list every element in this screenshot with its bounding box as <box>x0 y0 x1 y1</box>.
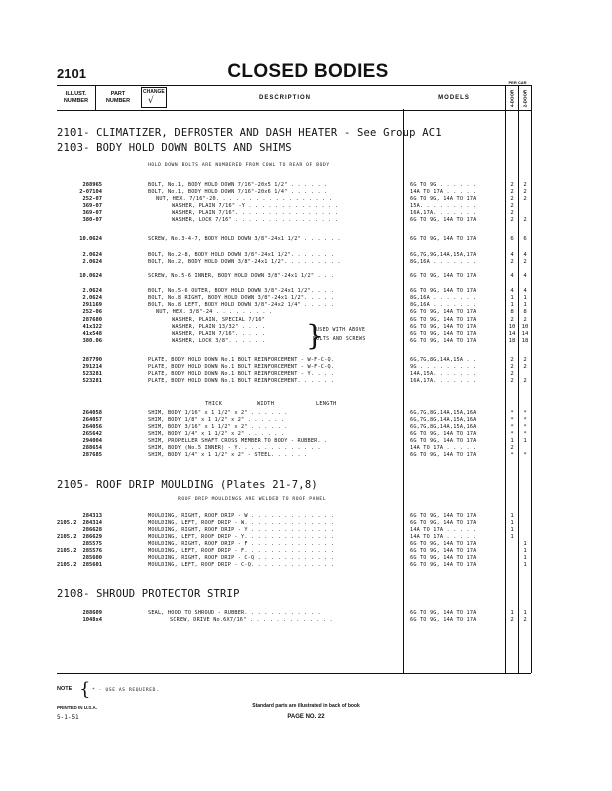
models-cell: 6G,7G,8G,14A,15A,16A <box>410 424 477 430</box>
part-number: 369-07 <box>82 203 102 209</box>
qty-2-door: 2 <box>523 217 527 223</box>
part-number: 288654 <box>82 445 102 451</box>
models-cell: 6G TO 9G . . . . . . <box>410 182 477 188</box>
part-description: PLATE, BODY HOLD DOWN No.1 BOLT REINFORCEMENT - Y. . . . <box>148 371 335 377</box>
part-number: 10.0624 <box>79 236 102 242</box>
part-number: 291169 <box>82 302 102 308</box>
part-description: BOLT, No.8 RIGHT, BODY HOLD DOWN 3/8"-24x1 1/2". . . . . <box>148 295 335 301</box>
part-description: MOULDING, RIGHT, ROOF DRIP - Y . . . . . . . . . . . . . <box>148 527 335 533</box>
part-description: NUT, HEX. 7/16"-20. . . . . . . . . . . . . . . . . . <box>156 196 333 202</box>
part-number: 287680 <box>82 317 102 323</box>
change-box: CHANGE √ <box>141 87 167 108</box>
part-description: PLATE, BODY HOLD DOWN No.1 BOLT REINFORCEMENT. . . . . . <box>148 378 335 384</box>
part-description: PLATE, BODY HOLD DOWN No.1 BOLT REINFORCEMENT - W-F-C-Q. <box>148 364 335 370</box>
models-cell: 6G TO 9G, 14A TO 17A <box>410 610 477 616</box>
part-description: WASHER, PLAIN, SPECIAL 7/16" <box>172 317 266 323</box>
part-description: SHIM, BODY 1/4" x 1 1/2" x 2" . . . . . . <box>148 431 285 437</box>
models-cell: 6G,7G,8G,14A,15A . . <box>410 357 477 363</box>
part-description: PLATE, BODY HOLD DOWN No.1 BOLT REINFORCEMENT - W-F-C-Q. <box>148 357 335 363</box>
qty-2-door: 2 <box>523 364 527 370</box>
qty-4-door: 1 <box>510 295 514 301</box>
part-description: WASHER, PLAIN 7/16". . . . . <box>172 331 266 337</box>
qty-2-door: 2 <box>523 259 527 265</box>
models-cell: 6G TO 9G, 14A TO 17A <box>410 288 477 294</box>
part-description: MOULDING, LEFT, ROOF DRIP - Y. . . . . . . . . . . . . . <box>148 534 335 540</box>
models-cell: 15A. . . . . . . . . <box>410 203 477 209</box>
part-description: SHIM, PROPELLER SHAFT CROSS MEMBER TO BODY - RUBBER. . <box>148 438 328 444</box>
models-cell: 6G TO 9G, 14A TO 17A <box>410 196 477 202</box>
part-description: BOLT, No.2, BODY HOLD DOWN 3/8"-24x1 1/2". . . . . . . . . <box>148 259 341 265</box>
models-cell: 6G,7G,8G,14A,15A,16A <box>410 410 477 416</box>
models-cell: 16A,17A. . . . . . . <box>410 210 477 216</box>
models-cell: 6G TO 9G, 14A TO 17A <box>410 562 477 568</box>
qty-2-door: 2 <box>523 317 527 323</box>
qty-2-door: 2 <box>523 378 527 384</box>
part-description: WASHER, LOCK 7/16" . . . . . . . . . . . . . . . . <box>172 217 339 223</box>
qty-4-door: 2 <box>510 378 514 384</box>
part-description: BOLT, No.8 LEFT, BODY HOLD DOWN 3/8"-24x2 1/4" . . . . . <box>148 302 335 308</box>
part-number: 2.0624 <box>82 288 102 294</box>
qty-4-door: 1 <box>510 610 514 616</box>
qty-2-door: 8 <box>523 309 527 315</box>
models-cell: 14A,15A. . . . . . . <box>410 371 477 377</box>
qty-4-door: * <box>510 424 514 430</box>
part-description: BOLT, No.5-6 OUTER, BODY HOLD DOWN 3/8"-24x1 1/2". . . . <box>148 288 335 294</box>
models-cell: 6G TO 9G, 14A TO 17A <box>410 617 477 623</box>
models-cell: 6G TO 9G, 14A TO 17A <box>410 541 477 547</box>
table-header <box>57 85 531 111</box>
part-number: 380-07 <box>82 217 102 223</box>
qty-2-door: 1 <box>523 555 527 561</box>
part-number-header: PART NUMBER <box>105 91 131 104</box>
qty-4-door: 18 <box>508 338 516 344</box>
models-header: MODELS <box>438 94 470 101</box>
qty-4-door: 2 <box>510 203 514 209</box>
models-cell: 6G TO 9G, 14A TO 17A <box>410 217 477 223</box>
part-number: 264056 <box>82 424 102 430</box>
part-number: 294004 <box>82 438 102 444</box>
part-number: 285576 <box>82 548 102 554</box>
section-2101-heading: 2101- CLIMATIZER, DEFROSTER AND DASH HEATER - See Group AC1 <box>57 127 442 139</box>
part-number: 252-07 <box>82 196 102 202</box>
qty-4-door: * <box>510 410 514 416</box>
part-number: 284314 <box>82 520 102 526</box>
part-number: 369-07 <box>82 210 102 216</box>
qty-4-door: 2 <box>510 196 514 202</box>
qty-2-door: 1 <box>523 302 527 308</box>
qty-4-door: 8 <box>510 309 514 315</box>
models-cell: 6G TO 9G, 14A TO 17A <box>410 338 477 344</box>
qty-2-door: 1 <box>523 548 527 554</box>
qty-4-door: 1 <box>510 513 514 519</box>
models-cell: 8G,16A . . . . . . . <box>410 295 477 301</box>
section-2103-heading: 2103- BODY HOLD DOWN BOLTS AND SHIMS <box>57 142 292 154</box>
qty-2-door: * <box>523 410 527 416</box>
part-description: SCREW, No.3-4-7, BODY HOLD DOWN 3/8"-24x1 1/2" . . . . . . <box>148 236 341 242</box>
models-cell: 6G,7G,8G,14A,15A,16A <box>410 417 477 423</box>
per-car-label: PER CAR <box>508 80 527 85</box>
part-number: 285575 <box>82 541 102 547</box>
section-2105-note: ROOF DRIP MOULDINGS ARE WELDED TO ROOF PANEL <box>178 497 327 502</box>
part-description: MOULDING, RIGHT, ROOF DRIP - C-Q . . . . . . . . . . . . <box>148 555 335 561</box>
note-label: NOTE <box>57 686 73 692</box>
part-number: 286628 <box>82 527 102 533</box>
qty-4-door: 1 <box>510 527 514 533</box>
qty-4-door: 4 <box>510 252 514 258</box>
part-description: BOLT, No.1, BODY HOLD DOWN 7/16"-20x6 1/4" . . . . . . <box>148 189 328 195</box>
part-description: SHIM, BODY 1/4" x 1 1/2" x 2" - STEEL. . . . . . <box>148 452 308 458</box>
note-brace-icon: { <box>79 679 91 700</box>
qty-4-door: * <box>510 452 514 458</box>
qty-2-door: 2 <box>523 182 527 188</box>
brace-icon: } <box>306 319 324 352</box>
part-number: 1048x4 <box>82 617 102 623</box>
qty-2-door: * <box>523 424 527 430</box>
part-description: SEAL, HOOD TO SHROUD - RUBBER. . . . . . . . . . . . <box>148 610 321 616</box>
description-header: DESCRIPTION <box>258 94 311 101</box>
qty-2-door: 18 <box>521 338 529 344</box>
models-cell: 14A TO 17A . . . . . <box>410 534 477 540</box>
part-number: 291214 <box>82 364 102 370</box>
qty-4-door: 2 <box>510 217 514 223</box>
part-number: 523281 <box>82 378 102 384</box>
qty-4-door: 2 <box>510 445 514 451</box>
part-number: 286629 <box>82 534 102 540</box>
models-cell: 6G TO 9G, 14A TO 17A <box>410 273 477 279</box>
part-description: SHIM, BODY 1/8" x 1 1/2" x 2" . . . . . . <box>148 417 285 423</box>
models-cell: 6G TO 9G, 14A TO 17A <box>410 324 477 330</box>
qty-4-door: 6 <box>510 236 514 242</box>
part-description: SCREW, DRIVE No.6X7/16" . . . . . . . . . . . . . <box>170 617 333 623</box>
shim-length-header: LENGTH <box>316 401 337 407</box>
part-description: NUT, HEX. 3/8"-24 . . . . . . . . . <box>156 309 273 315</box>
models-cell: 14A TO 17A . . . . . <box>410 445 477 451</box>
qty-2-door: 6 <box>523 236 527 242</box>
part-number: 2-07104 <box>79 189 102 195</box>
part-description: MOULDING, LEFT, ROOF DRIP - F. . . . . . . . . . . . . . <box>148 548 335 554</box>
qty-2-door: 1 <box>523 562 527 568</box>
qty-4-door: 2 <box>510 357 514 363</box>
part-number: 265642 <box>82 431 102 437</box>
qty-2-door: 14 <box>521 331 529 337</box>
qty-2-door: 2 <box>523 196 527 202</box>
check-icon: √ <box>148 96 154 106</box>
brace-note-line-1: USED WITH ABOVE <box>316 328 366 333</box>
catalog-page-number: 2101 <box>57 66 86 81</box>
qty-4-door: * <box>510 417 514 423</box>
qty-2-door: 2 <box>523 189 527 195</box>
models-cell: 6G TO 9G, 14A TO 17A <box>410 309 477 315</box>
part-number: 380.06 <box>82 338 102 344</box>
qty-4-door: * <box>510 431 514 437</box>
part-description: WASHER, LOCK 3/8". . . . . . <box>172 338 266 344</box>
page-number-footer: PAGE NO. 22 <box>287 714 325 720</box>
models-cell: 6G TO 9G, 14A TO 17A <box>410 452 477 458</box>
models-cell: 6G TO 9G, 14A TO 17A <box>410 438 477 444</box>
part-description: WASHER, PLAIN 7/16". . . . . . . . . . . . . . . . <box>172 210 339 216</box>
qty-4-door: 10 <box>508 324 516 330</box>
qty-2-door: 4 <box>523 252 527 258</box>
qty-2-door: * <box>523 431 527 437</box>
qty-2-door: 4 <box>523 288 527 294</box>
part-description: SCREW, No.5-6 INNER, BODY HOLD DOWN 3/8"-24x1 1/2" . . . <box>148 273 335 279</box>
models-cell: 6G TO 9G, 14A TO 17A <box>410 520 477 526</box>
part-number: 287790 <box>82 357 102 363</box>
qty-4-door: 2 <box>510 210 514 216</box>
qty-2-door: 1 <box>523 610 527 616</box>
note-text: * - USE AS REQUIRED. <box>92 688 160 693</box>
illust-number: 2105.2 <box>57 520 77 526</box>
models-cell: 9G . . . . . . . . . <box>410 364 477 370</box>
part-description: MOULDING, RIGHT, ROOF DRIP - F . . . . . . . . . . . . . <box>148 541 335 547</box>
models-cell: 8G,16A . . . . . . . <box>410 259 477 265</box>
qty-2-door: 4 <box>523 273 527 279</box>
qty-2-door: * <box>523 452 527 458</box>
part-description: BOLT, No.1, BODY HOLD DOWN 7/16"-20x5 1/2" . . . . . . <box>148 182 328 188</box>
illust-number: 2105.2 <box>57 534 77 540</box>
part-number: 288965 <box>82 182 102 188</box>
shim-thick-header: THICK <box>205 401 223 407</box>
models-cell: 6G TO 9G, 14A TO 17A <box>410 317 477 323</box>
qty-2-door: 2 <box>523 617 527 623</box>
models-cell: 16A,17A. . . . . . . <box>410 378 477 384</box>
brace-note-line-2: BOLTS AND SCREWS <box>313 337 366 342</box>
part-number: 264057 <box>82 417 102 423</box>
qty-2-door: 1 <box>523 541 527 547</box>
part-description: SHIM, BODY 3/16" x 1 1/2" x 2" . . . . . . <box>148 424 288 430</box>
qty-2-door: 1 <box>523 295 527 301</box>
part-description: MOULDING, LEFT, ROOF DRIP - W. . . . . . . . . . . . . . <box>148 520 335 526</box>
qty-4-door: 2 <box>510 364 514 370</box>
two-door-header: 2-DOOR <box>522 89 528 107</box>
part-description: BOLT, No.2-8, BODY HOLD DOWN 3/8"-24x1 1/2". . . . . . . <box>148 252 335 258</box>
models-cell: 6G TO 9G, 14A TO 17A <box>410 548 477 554</box>
section-2105-heading: 2105- ROOF DRIP MOULDING (Plates 21-7,8) <box>57 479 318 491</box>
qty-4-door: 2 <box>510 189 514 195</box>
part-description: SHIM, BODY (No.5 INNER) - Y. . . . . . . . . . . . . <box>148 445 321 451</box>
qty-4-door: 2 <box>510 182 514 188</box>
qty-4-door: 2 <box>510 317 514 323</box>
part-number: 10.0624 <box>79 273 102 279</box>
part-number: 252-06 <box>82 309 102 315</box>
part-number: 285601 <box>82 562 102 568</box>
illust-number: 2105.2 <box>57 562 77 568</box>
qty-2-door: 1 <box>523 438 527 444</box>
qty-4-door: 14 <box>508 331 516 337</box>
qty-4-door: 1 <box>510 534 514 540</box>
standard-parts-note: Standard parts are illustrated in back of book <box>252 703 360 709</box>
section-2103-note: HOLD DOWN BOLTS ARE NUMBERED FROM COWL TO REAR OF BODY <box>148 163 330 168</box>
part-number: 285600 <box>82 555 102 561</box>
qty-2-door: 10 <box>521 324 529 330</box>
part-description: WASHER, PLAIN 13/32" . . . . <box>172 324 266 330</box>
models-cell: 6G TO 9G, 14A TO 17A <box>410 431 477 437</box>
qty-4-door: 1 <box>510 302 514 308</box>
illust-number: 2105.2 <box>57 548 77 554</box>
qty-4-door: 4 <box>510 288 514 294</box>
qty-2-door: * <box>523 417 527 423</box>
part-number: 2.0624 <box>82 295 102 301</box>
part-number: 264058 <box>82 410 102 416</box>
part-description: SHIM, BODY 1/16" x 1 1/2" x 2" . . . . . . <box>148 410 288 416</box>
illust-number-header: ILLUST. NUMBER <box>63 91 89 104</box>
models-cell: 6G TO 9G, 14A TO 17A <box>410 513 477 519</box>
part-number: 284313 <box>82 513 102 519</box>
models-cell: 6G TO 9G, 14A TO 17A <box>410 236 477 242</box>
qty-4-door: 1 <box>510 438 514 444</box>
part-number: 2.0624 <box>82 259 102 265</box>
section-2108-heading: 2108- SHROUD PROTECTOR STRIP <box>57 588 240 600</box>
part-description: MOULDING, RIGHT, ROOF DRIP - W . . . . . . . . . . . . . <box>148 513 335 519</box>
print-date: 5-1-51 <box>57 714 79 721</box>
qty-4-door: 2 <box>510 617 514 623</box>
models-cell: 14A TO 17A . . . . . <box>410 189 477 195</box>
page-title: CLOSED BODIES <box>227 61 389 82</box>
qty-4-door: 1 <box>510 520 514 526</box>
part-number: 523281 <box>82 371 102 377</box>
models-cell: 6G TO 9G, 14A TO 17A <box>410 331 477 337</box>
part-description: WASHER, PLAIN 7/16" -Y . . . . . . . . . . . . . . <box>172 203 339 209</box>
models-cell: 14A TO 17A . . . . . <box>410 527 477 533</box>
part-description: MOULDING, LEFT, ROOF DRIP - C-Q. . . . . . . . . . . . . <box>148 562 335 568</box>
qty-2-door: 2 <box>523 357 527 363</box>
qty-4-door: 2 <box>510 371 514 377</box>
part-number: 288609 <box>82 610 102 616</box>
part-number: 41x548 <box>82 331 102 337</box>
part-number: 2.0624 <box>82 252 102 258</box>
models-cell: 6G TO 9G, 14A TO 17A <box>410 555 477 561</box>
part-number: 41x322 <box>82 324 102 330</box>
printed-in-label: PRINTED IN U.S.A. <box>57 705 98 710</box>
part-number: 287685 <box>82 452 102 458</box>
shim-width-header: WIDTH <box>257 401 275 407</box>
four-door-header: 4-DOOR <box>509 89 515 107</box>
models-cell: 6G,7G,9G,14A,15A,17A <box>410 252 477 258</box>
qty-4-door: 4 <box>510 273 514 279</box>
qty-4-door: 2 <box>510 259 514 265</box>
models-cell: 8G,16A . . . . . . . <box>410 302 477 308</box>
